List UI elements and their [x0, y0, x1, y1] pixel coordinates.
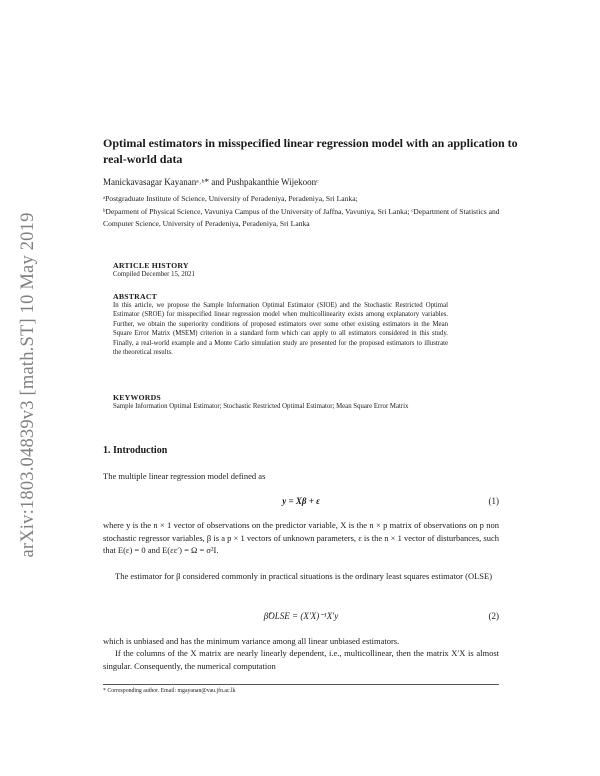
equation-2	[103, 611, 499, 625]
affiliations	[103, 193, 503, 231]
arxiv-stamp	[18, 175, 46, 595]
paragraph-multicollinear: If the columns of the X matrix are nearly linearly dependent, i.e., multicollinear, then the matrix X′X is almost singular. Consequently, the numerical computation	[103, 648, 499, 671]
arxiv-identifier: arXiv:1803.04839v3 [math.ST] 10 May 2019	[18, 212, 38, 558]
affiliation-a: ᵃPostgraduate Institute of Science, University of Peradeniya, Peradeniya, Sri Lanka;	[103, 194, 358, 203]
equation-1-number: (1)	[488, 496, 499, 506]
equation-2-number: (2)	[488, 611, 499, 621]
footnote	[103, 684, 499, 694]
keywords	[113, 393, 448, 411]
paragraph-definitions: where y is the n × 1 vector of observations on the predictor variable, X is the n × p matrix of observations on p non stochastic regressor variables, β is a p × 1 vectors of unknown parameters, ε is the n × 1 vector of disturbances, such that E(ε) = 0 and E(εε′) = Ω = σ²I.	[103, 520, 499, 556]
paper-title: Optimal estimators in misspecified linear regression model with an application to real-world data	[103, 136, 518, 166]
intro-sentence: The multiple linear regression model defined as	[103, 471, 266, 481]
article-history-heading: ARTICLE HISTORY	[113, 261, 189, 270]
abstract-text: In this article, we propose the Sample Information Optimal Estimator (SIOE) and the Stochastic Restricted Optimal Estimator (SROE) for misspecified linear regression model when multicollinearity exists among explanatory variables. Further, we obtain the superiority conditions of proposed estimators over some other existing estimators in the Mean Square Error Matrix (MSEM) criterion in a standard form which can apply to all estimators considered in this study. Finally, a real-world example and a Monte Carlo simulation study are presented for the proposed estimators to illustrate the theoretical results.	[113, 302, 448, 357]
equation-1-body: y = Xβ + ε	[282, 496, 320, 506]
abstract	[113, 292, 448, 357]
compiled-date: Compiled December 15, 2021	[113, 271, 195, 278]
paragraph-olse: The estimator for β considered commonly in practical situations is the ordinary least squares estimator (OLSE)	[115, 571, 493, 581]
equation-2-body: β̂OLSE = (X′X)⁻¹X′y	[263, 611, 339, 621]
keywords-heading: KEYWORDS	[113, 393, 161, 402]
section-heading-introduction: 1. Introduction	[103, 445, 168, 456]
paragraph-unbiased: which is unbiased and has the minimum variance among all linear unbiased estimators.	[103, 636, 400, 646]
keywords-text: Sample Information Optimal Estimator; Stochastic Restricted Optimal Estimator; Mean Square Error Matrix	[113, 403, 409, 410]
affiliation-bc: ᵇDeparment of Physical Science, Vavuniya Campus of the University of Jaffna, Vavuniya, Sri Lanka; ᶜDepartment of Statistics and Computer Science, University of Peradeniya, Peradeniya, Sri Lanka	[103, 206, 500, 228]
equation-1	[103, 496, 499, 510]
abstract-heading: ABSTRACT	[113, 292, 158, 301]
article-history	[113, 261, 448, 279]
footnote-text: * Corresponding author. Email: mgayanan@vau.jfn.ac.lk	[103, 688, 236, 694]
author-list: Manickavasagar Kayananᵃ˒ᵇ* and Pushpakanthie Wijekoonᶜ	[103, 177, 319, 187]
